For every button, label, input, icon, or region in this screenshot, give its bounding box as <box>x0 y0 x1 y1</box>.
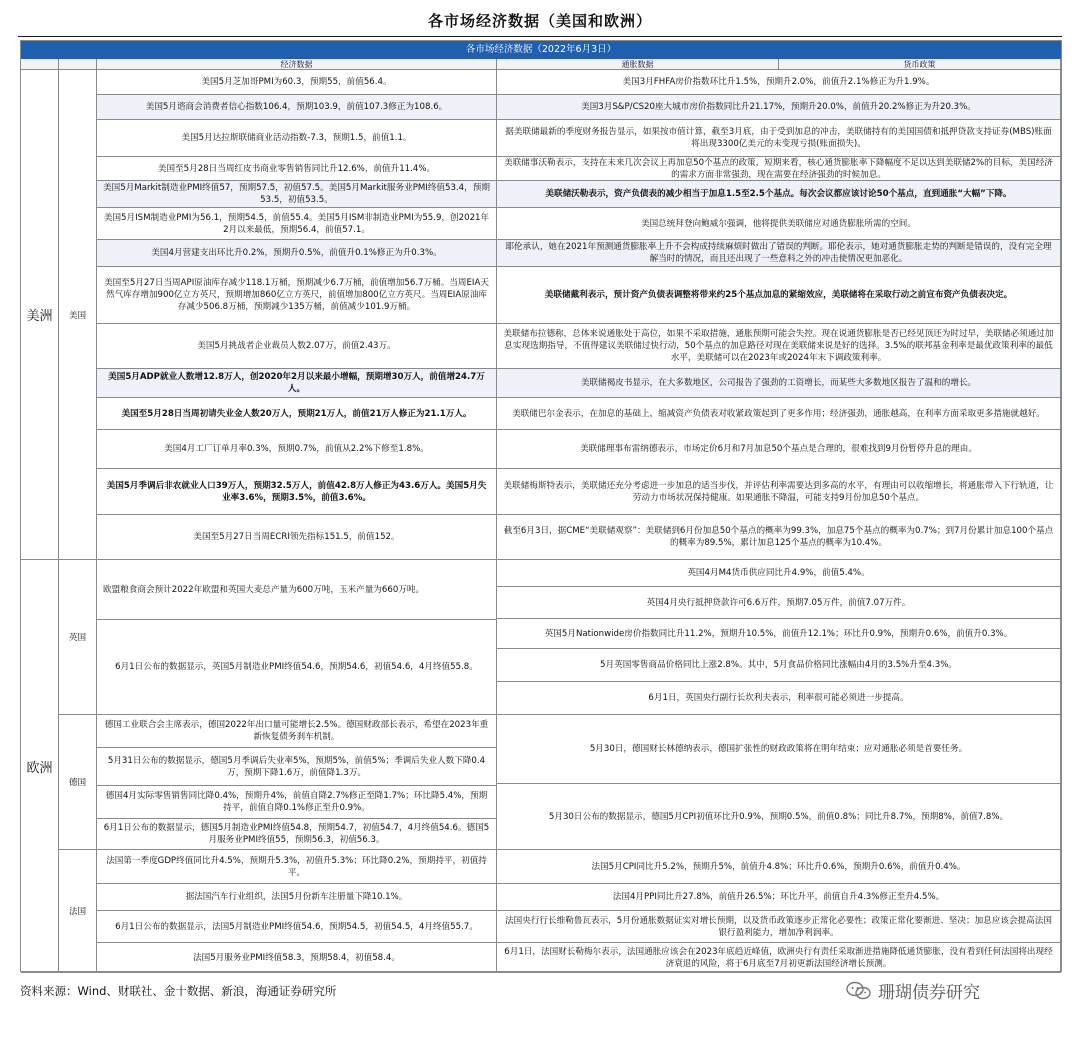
us-monetary-row: 美联储梅斯特表示，美联储还充分考虑进一步加息的适当步伐，并评估利率需要达到多高的水平，有理由可以收缩增长，将通胀带入下行轨道，让劳动力市场状况保持健康。如果通胀不降温，可能支持9月份加息50个基点。 <box>497 469 1061 515</box>
table-banner: 各市场经济数据（2022年6月3日） <box>21 41 1061 59</box>
uk-right-row: 英国4月M4货币供应同比升4.9%，前值5.4%。 <box>497 560 1061 587</box>
us-monetary-row: 美联储沃勒表示，资产负债表的减少相当于加息1.5至2.5个基点。每次会议都应该讨论50个基点，直到通胀“大幅”下降。 <box>497 181 1061 208</box>
us-monetary-row: 美联储布拉德称，总体来说通胀处于高位，如果不采取措施，通胀预期可能会失控。现在说通货膨胀是否已经见顶还为时过早，美联储必须通过加息实现选期指导，不值得建议美联储过快行动，50个基点的加息路径对现在美联储来说是好的选择。3.5%的联邦基金利率是最优政策利率的最低水平，美联储可以在2023年或2024年末下调政策利率。 <box>497 324 1061 369</box>
header-blank-2 <box>59 59 97 70</box>
uk-right-row: 英国5月Nationwide房价指数同比升11.2%，预期升10.5%，前值升12.1%；环比升0.9%，预期升0.6%，前值升0.3%。 <box>497 619 1061 649</box>
watermark <box>846 978 980 1003</box>
source-note: 资料来源：Wind、财联社、金十数据、新浪，海通证券研究所 <box>20 984 337 998</box>
country-uk: 英国 <box>59 560 97 715</box>
data-table <box>20 40 1062 972</box>
us-monetary-row: 美联储理事布雷纳德表示，市场定价6月和7月加息50个基点是合理的，很难找到9月份暂停升息的理由。 <box>497 430 1061 469</box>
de-econ-row: 5月31日公布的数据显示，德国5月季调后失业率5%，预期5%，前值5%；季调后失业人数下降0.4万，预期下降1.6万，前值降1.3万。 <box>97 748 497 786</box>
country-us: 美国 <box>59 70 97 560</box>
fr-econ-row: 6月1日公布的数据显示，法国5月制造业PMI终值54.6，预期54.5，初值54.5，4月终值55.7。 <box>97 911 497 943</box>
watermark-text: 珊瑚债券研究 <box>878 983 980 1003</box>
country-de: 德国 <box>59 715 97 850</box>
fr-econ-row: 法国第一季度GDP终值同比升4.5%，预期升5.3%，初值升5.3%；环比降0.2%，预期持平，初值持平。 <box>97 850 497 884</box>
region-us: 美洲 <box>21 70 59 560</box>
us-monetary-row: 美国总统拜登向鲍威尔强调，他将提供美联储应对通货膨胀所需的空间。 <box>497 208 1061 240</box>
us-econ-row: 美国5月谘商会消费者信心指数106.4，预期103.9，前值107.3修正为108.6。 <box>97 95 497 120</box>
fr-econ-row: 法国5月服务业PMI终值58.3，预期58.4，初值58.4。 <box>97 943 497 973</box>
us-monetary-row: 美联储事沃勒表示，支持在未来几次会议上再加息50个基点的政策，短期来看，核心通货膨胀率下降幅度不足以达到美联储2%的目标，美国经济的需求方面非常强劲，现在需要在经济强劲的时候加息。 <box>497 157 1061 181</box>
page-title: 各市场经济数据（美国和欧洲） <box>427 12 652 30</box>
region-eu: 欧洲 <box>21 560 59 973</box>
us-econ-row: 美国5月挑战者企业裁员人数2.07万，前值2.43万。 <box>97 324 497 369</box>
header-inflation: 通胀数据 <box>497 59 779 70</box>
us-monetary-row: 美联储褐皮书显示，在大多数地区，公司报告了强劲的工资增长，而某些大多数地区报告了温和的增长。 <box>497 369 1061 398</box>
uk-right-row: 英国4月央行抵押贷款许可6.6万件，预期7.05万件，前值7.07万件。 <box>497 587 1061 619</box>
header-monetary: 货币政策 <box>779 59 1061 70</box>
us-monetary-row: 据美联储最新的季度财务报告显示，如果按市值计算，截至3月底，由于受到加息的冲击，美联储持有的美国国债和抵押贷款支持证券(MBS)账面将出现3300亿美元的未变现亏损(账面损失)。 <box>497 120 1061 157</box>
us-monetary-row: 截至6月3日，据CME“美联储观察”：美联储到6月份加息50个基点的概率为99.3%，加息75个基点的概率为0.7%；到7月份累计加息100个基点的概率为89.5%，累计加息125个基点的概率为10.4%。 <box>497 515 1061 560</box>
wechat-icon <box>846 981 872 1001</box>
us-econ-row: 美国至5月27日当周API原油库存减少118.1万桶，预期减少6.7万桶，前值增加56.7万桶。当周EIA天然气库存增加900亿立方英尺，预期增加860亿立方英尺，前值增加800亿立方英尺。当周EIA原油库存减少506.8万桶，预期减少135万桶，前值减少101.9万桶。 <box>97 267 497 324</box>
uk-right-row: 6月1日，英国央行副行长坎利夫表示，利率很可能必须进一步提高。 <box>497 682 1061 715</box>
us-econ-row: 美国5月达拉斯联储商业活动指数-7.3，预期1.5，前值1.1。 <box>97 120 497 157</box>
us-monetary-row: 美联储戴利表示，预计资产负债表调整将带来约25个基点加息的紧缩效应，美联储将在采取行动之前宣布资产负债表决定。 <box>497 267 1061 324</box>
us-econ-row: 美国至5月27日当周ECRI领先指标151.5，前值152。 <box>97 515 497 560</box>
us-econ-row: 美国5月Markit制造业PMI终值57，预期57.5，初值57.5。美国5月Markit服务业PMI终值53.4，预期53.5，初值53.5。 <box>97 181 497 208</box>
us-econ-row: 美国5月ADP就业人数增12.8万人，创2020年2月以来最小增幅，预期增30万人，前值增24.7万人。 <box>97 369 497 398</box>
us-econ-row: 美国5月芝加哥PMI为60.3，预期55，前值56.4。 <box>97 70 497 95</box>
de-econ-row: 德国工业联合会主席表示，德国2022年出口量可能增长2.5%。德国财政部长表示，希望在2023年重新恢复债务刹车机制。 <box>97 715 497 748</box>
de-right-row: 5月30日，德国财长林德纳表示，德国扩张性的财政政策将在明年结束；应对通胀必须是首要任务。 <box>497 715 1061 784</box>
us-monetary-row: 美联储巴尔金表示，在加息的基础上，缩减资产负债表对收紧政策起到了更多作用；经济强劲，通胀越高，在利率方面采取更多措施就越好。 <box>497 398 1061 430</box>
us-econ-row: 美国5月ISM制造业PMI为56.1，预期54.5，前值55.4。美国5月ISM非制造业PMI为55.9，创2021年2月以来最低，预期56.4，前值57.1。 <box>97 208 497 240</box>
us-inflation-row: 美国3月S&P/CS20座大城市房价指数同比升21.17%，预期升20.0%，前值升20.2%修正为升20.3%。 <box>497 95 1061 120</box>
fr-econ-row: 据法国汽车行业组织，法国5月份新车注册量下降10.1%。 <box>97 884 497 911</box>
us-monetary-row: 耶伦承认，她在2021年预测通货膨胀率上升不会构成持续麻烦时做出了错误的判断。耶伦表示，她对通货膨胀走势的判断是错误的，没有完全理解当时的情况，而且还出现了一些意料之外的冲击使情况更加恶化。 <box>497 240 1061 267</box>
fr-right-row: 法国4月PPI同比升27.8%，前值升26.5%；环比升平，前值自升4.3%修正至升4.5%。 <box>497 884 1061 911</box>
de-right-row: 5月30日公布的数据显示，德国5月CPI初值环比升0.9%，预期0.5%，前值0.8%；同比升8.7%，预期8%，前值7.8%。 <box>497 784 1061 850</box>
us-econ-row: 美国4月营建支出环比升0.2%，预期升0.5%，前值升0.1%修正为升0.3%。 <box>97 240 497 267</box>
de-econ-row: 德国4月实际零售销售同比降0.4%，预期升4%，前值自降2.7%修正至降1.7%；环比降5.4%，预期持平，前值自降0.1%修正至升0.9%。 <box>97 786 497 819</box>
uk-econ-row: 欧盟粮食商会预计2022年欧盟和英国大麦总产量为600万吨，玉米产量为660万吨。 <box>97 560 497 620</box>
header-blank-1 <box>21 59 59 70</box>
us-econ-row: 美国4月工厂订单月率0.3%，预期0.7%，前值从2.2%下修至1.8%。 <box>97 430 497 469</box>
header-econ: 经济数据 <box>97 59 497 70</box>
us-inflation-row: 美国3月FHFA房价指数环比升1.5%，预期升2.0%，前值升2.1%修正为升1.9%。 <box>497 70 1061 95</box>
fr-right-row: 法国5月CPI同比升5.2%，预期升5%，前值升4.8%；环比升0.6%，预期升0.6%，前值升0.4%。 <box>497 850 1061 884</box>
uk-right-row: 5月英国零售商品价格同比上涨2.8%。其中，5月食品价格同比涨幅由4月的3.5%升至4.3%。 <box>497 649 1061 682</box>
fr-right-row: 法国央行行长维勒鲁瓦表示，5月份通胀数据证实对增长预期，以及货币政策逐步正常化必要性；政策正常化要渐进、坚决；加息应该会提高法国银行盈利能力，增加净利润率。 <box>497 911 1061 943</box>
us-econ-row: 美国至5月28日当周红皮书商业零售销售同比升12.6%，前值升11.4%。 <box>97 157 497 181</box>
title-divider <box>18 36 1062 37</box>
de-econ-row: 6月1日公布的数据显示，德国5月制造业PMI终值54.8，预期54.7，初值54.7，4月终值54.6。德国5月服务业PMI终值55，预期56.3，初值56.3。 <box>97 819 497 850</box>
us-econ-row: 美国5月季调后非农就业人口39万人，预期32.5万人，前值42.8万人修正为43.6万人。美国5月失业率3.6%，预期3.5%，前值3.6%。 <box>97 469 497 515</box>
us-econ-row: 美国至5月28日当周初请失业金人数20万人，预期21万人，前值21万人修正为21.1万人。 <box>97 398 497 430</box>
uk-econ-row: 6月1日公布的数据显示，英国5月制造业PMI终值54.6，预期54.6，初值54.6，4月终值55.8。 <box>97 620 497 715</box>
country-fr: 法国 <box>59 850 97 973</box>
fr-right-row: 6月1日，法国财长勒梅尔表示，法国通胀应该会在2023年底趋近峰值，欧洲央行有责任采取渐进措施降低通货膨胀，没有看到任何法国将出现经济衰退的风险，将于6月底至7月初更新法国经济增长预测。 <box>497 943 1061 973</box>
